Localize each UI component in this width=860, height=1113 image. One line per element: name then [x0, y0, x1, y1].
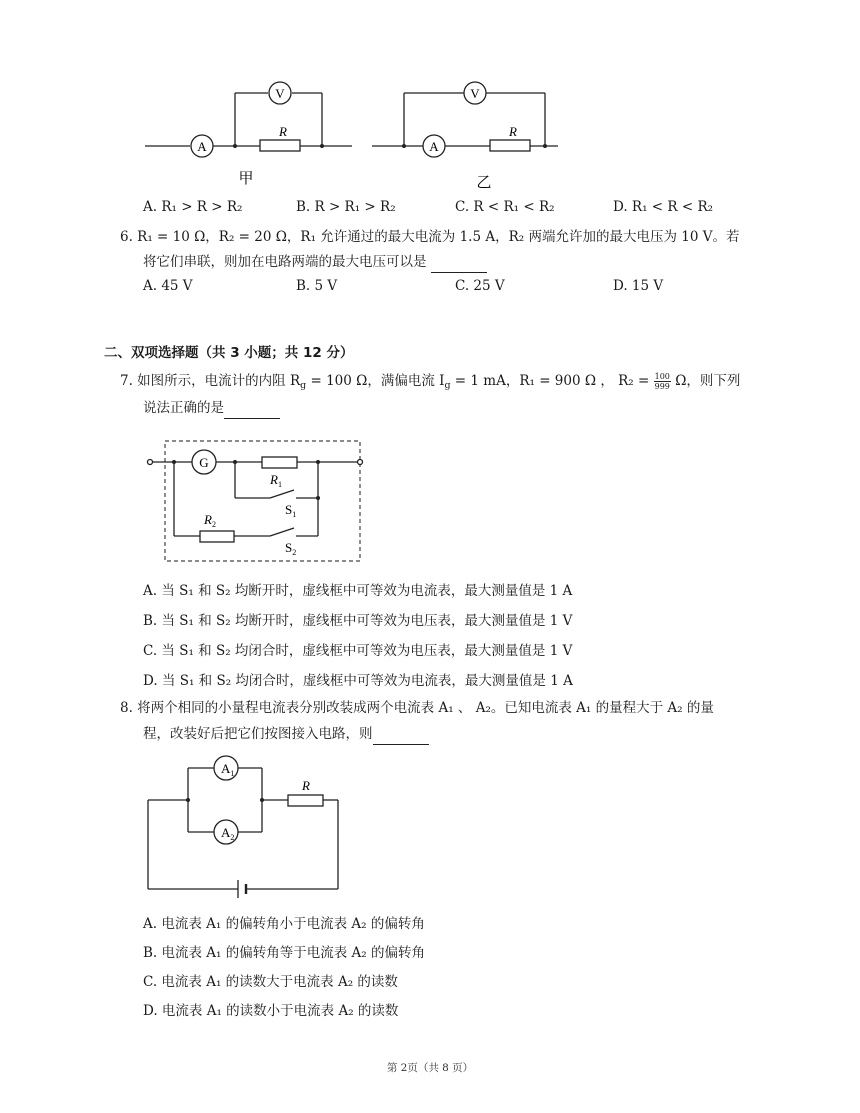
q7-option-d: D. 当 S₁ 和 S₂ 均闭合时，虚线框中可等效为电流表，最大测量值是 1 A: [143, 673, 573, 689]
q6-stem: 将它们串联，则加在电路两端的最大电压可以是: [143, 254, 427, 270]
r2-letter: R: [204, 512, 212, 527]
figure-galvanometer-circuit: [140, 438, 370, 568]
s1-letter: S: [285, 502, 293, 517]
r-label: R: [302, 778, 310, 793]
q8-option-b: B. 电流表 A₁ 的偏转角等于电流表 A₂ 的偏转角: [143, 945, 425, 961]
page-footer: 第 2页（共 8 页）: [386, 1062, 474, 1074]
q8-option-c: C. 电流表 A₁ 的读数大于电流表 A₂ 的读数: [143, 974, 398, 990]
q7-fraction: [654, 372, 671, 391]
figure-voltmeter-ammeter-circuits: [140, 70, 560, 195]
a2-subscript: 2: [230, 833, 235, 842]
voltmeter-label-left: V: [275, 86, 285, 101]
fraction-denominator: 999: [654, 382, 670, 391]
voltmeter-label-right: V: [470, 86, 480, 101]
section-title: 二、双项选择题（共 3 小题；共 12 分）: [104, 345, 354, 361]
r2-label: [203, 512, 216, 529]
ammeter-label-left: A: [197, 139, 207, 154]
q6-option-b: B. 5 V: [296, 278, 338, 294]
q7-seg-c: = 100 Ω，满偏电流 I: [306, 373, 445, 389]
q7-seg-e: = 1 mA，R₁ = 900 Ω ， R₂ =: [450, 373, 654, 389]
q8-stem: 程，改装好后把它们按图接入电路，则: [143, 726, 373, 742]
q6-option-d: D. 15 V: [613, 278, 664, 294]
q7-option-c: C. 当 S₁ 和 S₂ 均闭合时，虚线框中可等效为电压表，最大测量值是 1 V: [143, 643, 573, 659]
q8-option-d: D. 电流表 A₁ 的读数小于电流表 A₂ 的读数: [143, 1003, 399, 1019]
q6-option-a: A. 45 V: [143, 278, 193, 294]
q5-option-b: B. R > R₁ > R₂: [296, 199, 396, 215]
q5-option-d: D. R₁ < R < R₂: [613, 199, 714, 215]
s1-label: [285, 502, 296, 519]
fraction-numerator: 100: [654, 372, 670, 381]
q7-sub-g2: g: [444, 380, 451, 391]
resistor-label-left: R: [279, 124, 287, 139]
q5-option-a: A. R₁ > R > R₂: [143, 199, 243, 215]
resistor-label-right: R: [509, 124, 517, 139]
q7-text-line1: [120, 370, 740, 397]
s2-subscript: 2: [292, 548, 297, 557]
caption-left: 甲: [238, 171, 254, 187]
q7-seg-f: Ω，则下列: [670, 373, 741, 389]
a1-letter: A: [221, 761, 231, 776]
q6-text-line1: 6. R₁ = 10 Ω，R₂ = 20 Ω，R₁ 允许通过的最大电流为 1.5 A，R₂ 两端允许加的最大电压为 10 V。若: [120, 229, 740, 245]
r1-label: [269, 472, 282, 489]
r2-subscript: 2: [211, 520, 216, 529]
ammeter-label-right: A: [429, 139, 439, 154]
figure-two-ammeters-circuit: [140, 752, 350, 900]
a1-subscript: 1: [230, 769, 235, 778]
galvanometer-label: G: [199, 455, 209, 470]
q6-option-c: C. 25 V: [455, 278, 505, 294]
answer-blank: [224, 404, 280, 419]
q7-stem: 说法正确的是: [143, 400, 224, 416]
answer-blank: [373, 730, 429, 745]
q6-text-line2: [143, 251, 487, 273]
a2-letter: A: [221, 825, 231, 840]
q7-option-a: A. 当 S₁ 和 S₂ 均断开时，虚线框中可等效为电流表，最大测量值是 1 A: [143, 583, 573, 599]
s1-subscript: 1: [292, 510, 297, 519]
q8-text-line2: [143, 723, 429, 745]
r1-letter: R: [270, 472, 278, 487]
s2-label: [285, 540, 296, 557]
q7-option-b: B. 当 S₁ 和 S₂ 均断开时，虚线框中可等效为电压表，最大测量值是 1 V: [143, 613, 573, 629]
s2-letter: S: [285, 540, 293, 555]
q7-sub-g1: g: [300, 380, 307, 391]
r1-subscript: 1: [277, 480, 282, 489]
q5-option-c: C. R < R₁ < R₂: [455, 199, 555, 215]
q8-option-a: A. 电流表 A₁ 的偏转角小于电流表 A₂ 的偏转角: [143, 916, 425, 932]
answer-blank: [431, 258, 487, 273]
q7-seg-a: 7. 如图所示，电流计的内阻 R: [120, 373, 301, 389]
q7-text-line2: [143, 397, 280, 419]
caption-right: 乙: [476, 175, 492, 191]
q8-text-line1: 8. 将两个相同的小量程电流表分别改装成两个电流表 A₁ 、 A₂。已知电流表 A₁ 的量程大于 A₂ 的量: [120, 700, 714, 716]
